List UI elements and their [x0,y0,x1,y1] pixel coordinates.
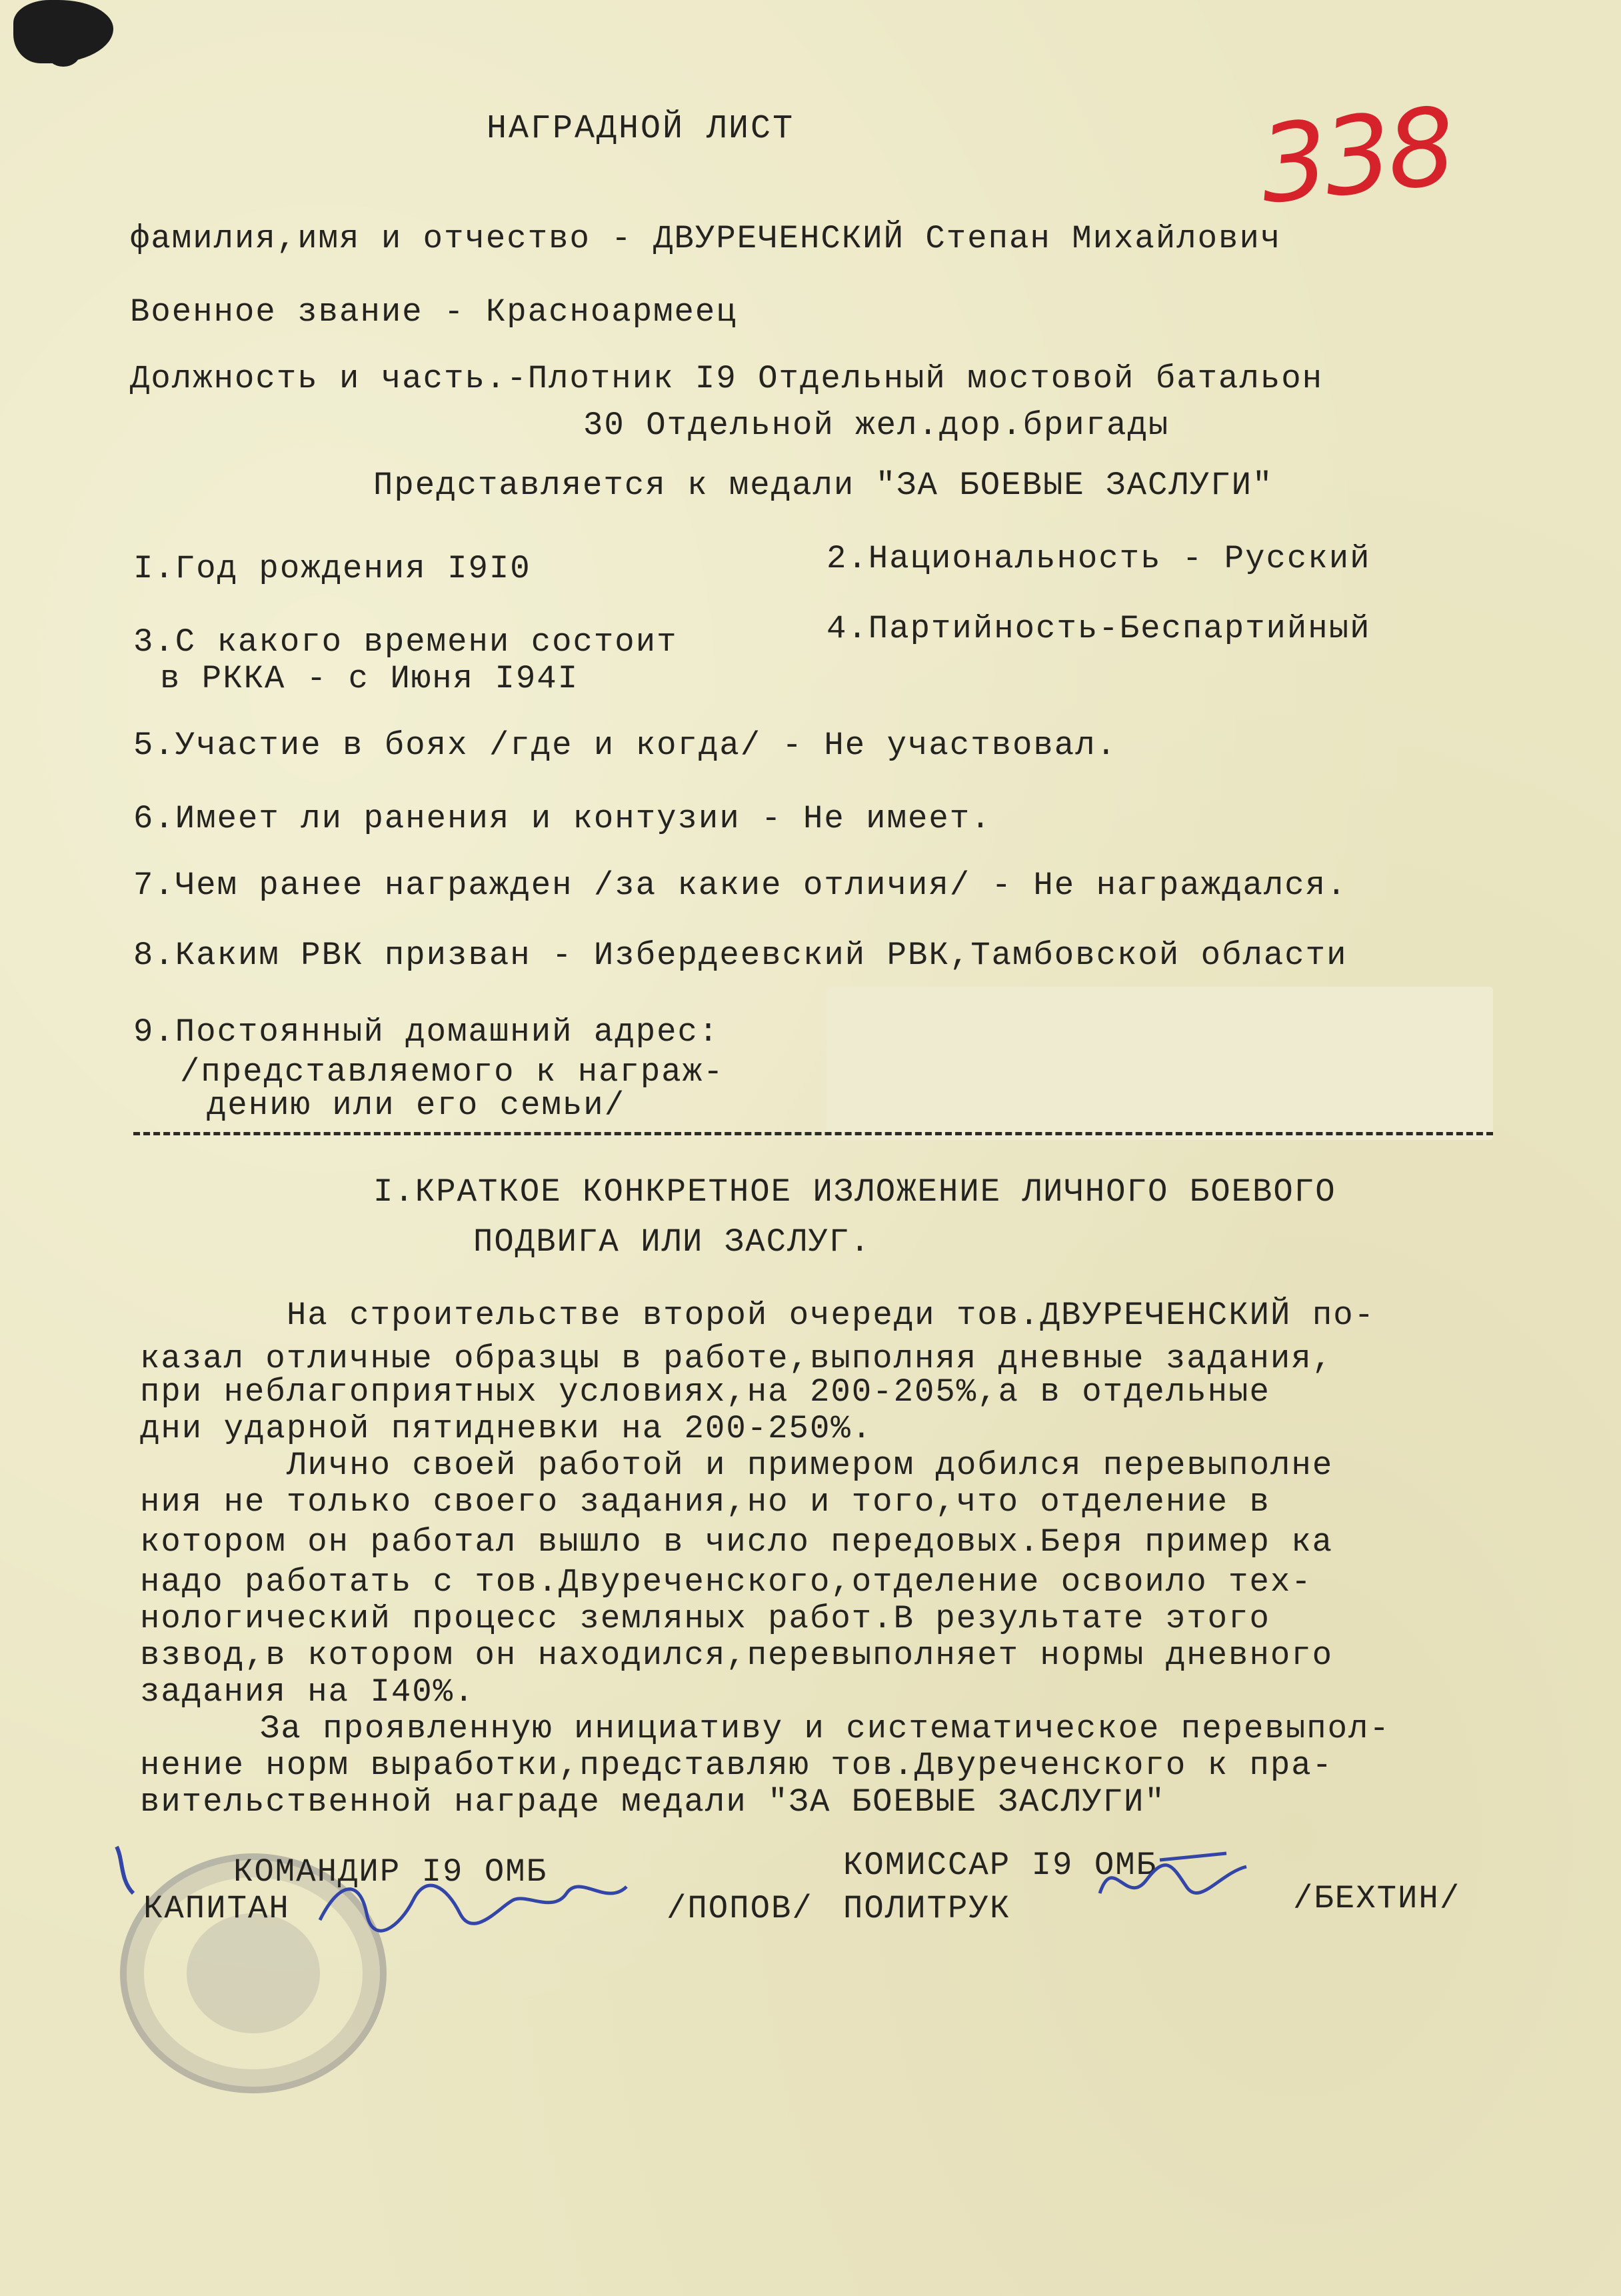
body-line: задания на I40%. [140,1673,475,1711]
body-line: На строительстве второй очереди тов.ДВУРЕЧЕНСКИЙ по- [287,1297,1376,1334]
question-3-line-1: 3.С какого времени состоит [133,623,678,661]
ink-blot-small [47,40,80,67]
position-line-1: Должность и часть.-Плотник I9 Отдельный мостовой батальон [130,360,1324,397]
body-line: За проявленную инициативу и систематическое перевыпол- [260,1710,1390,1747]
question-5: 5.Участие в боях /где и когда/ - Не участвовал. [133,727,1118,764]
body-line: надо работать с тов.Двуреченского,отделение освоило тех- [140,1563,1312,1601]
question-1: I.Год рождения I9I0 [133,550,531,587]
question-2: 2.Национальность - Русский [826,540,1371,577]
section-heading-line-2: ПОДВИГА ИЛИ ЗАСЛУГ. [473,1223,871,1261]
question-9-line-3: дению или его семьи/ [207,1087,626,1124]
question-4: 4.Партийность-Беспартийный [826,610,1371,647]
body-line: дни ударной пятидневки на 200-250%. [140,1410,873,1447]
body-line: нение норм выработки,представляю тов.Двуреченского к пра- [140,1747,1334,1784]
question-8: 8.Каким РВК призван - Избердеевский РВК,Тамбовской области [133,937,1348,974]
body-line: при неблагоприятных условиях,на 200-205%,а в отдельные [140,1373,1270,1411]
commander-signature [313,1867,633,1940]
commissar-title: КОМИССАР I9 ОМБ [843,1847,1158,1884]
body-line: Лично своей работой и примером добился перевыполне [287,1447,1334,1484]
commissar-rank: ПОЛИТРУК [843,1890,1011,1927]
body-line: нологический процесс земляных работ.В результате этого [140,1600,1270,1637]
body-line: ния не только своего задания,но и того,что отделение в [140,1483,1270,1521]
commissar-signature [1093,1840,1253,1920]
body-line: котором он работал вышло в число передовых.Беря пример ка [140,1523,1334,1561]
commander-title: КОМАНДИР I9 ОМБ [233,1853,548,1891]
body-line: вительственной награде медали "ЗА БОЕВЫЕ ЗАСЛУГИ" [140,1783,1166,1821]
question-9-line-1: 9.Постоянный домашний адрес: [133,1013,720,1051]
commander-rank: КАПИТАН [143,1890,290,1927]
question-9-line-2: /представляемого к награж- [180,1053,725,1091]
seal-center [187,1913,320,2033]
question-7: 7.Чем ранее награжден /за какие отличия/ - Не награждался. [133,867,1348,904]
body-line: взвод,в котором он находился,перевыполняет нормы дневного [140,1637,1334,1674]
fio-line: фамилия,имя и отчество - ДВУРЕЧЕНСКИЙ Степан Михайлович [130,220,1282,257]
question-6: 6.Имеет ли ранения и контузии - Не имеет. [133,800,992,837]
section-heading-line-1: I.КРАТКОЕ КОНКРЕТНОЕ ИЗЛОЖЕНИЕ ЛИЧНОГО БОЕВОГО [373,1173,1336,1211]
nominated-line: Представляется к медали "ЗА БОЕВЫЕ ЗАСЛУГИ" [373,467,1274,504]
body-line: казал отличные образцы в работе,выполняя дневные задания, [140,1340,1334,1377]
document-title: НАГРАДНОЙ ЛИСТ [487,110,795,148]
rank-line: Военное звание - Красноармеец [130,293,737,331]
blue-check-mark [107,1840,147,1900]
divider-line [133,1132,1493,1135]
commander-name: /ПОПОВ/ [667,1890,813,1927]
redacted-area [826,987,1493,1140]
position-line-2: 30 Отдельной жел.дор.бригады [583,407,1170,444]
page-number: 338 [1254,83,1458,228]
commissar-name: /БЕХТИН/ [1293,1880,1461,1917]
question-3-line-2: в РККА - с Июня I94I [160,660,579,697]
